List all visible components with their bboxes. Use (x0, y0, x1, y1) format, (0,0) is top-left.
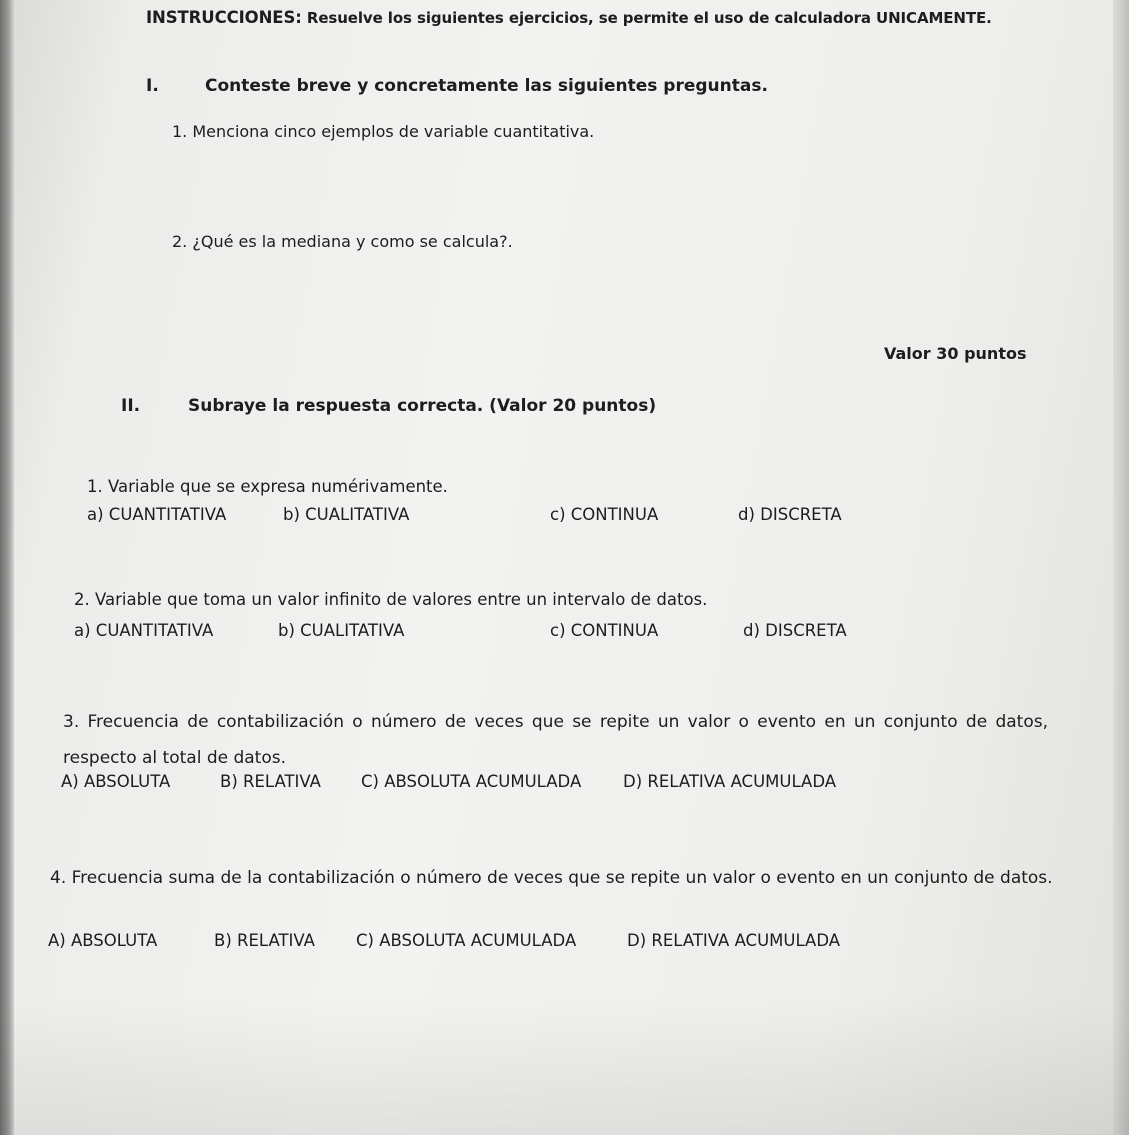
page-left-edge (0, 0, 14, 1135)
mc-question-2: 2. Variable que toma un valor infinito de valores entre un intervalo de datos. (74, 590, 708, 609)
section-1-title: Conteste breve y concretamente las siguientes preguntas. (205, 76, 768, 96)
mc-3-option-a[interactable]: A) ABSOLUTA (61, 772, 171, 791)
instructions-lead: INSTRUCCIONES: (146, 8, 302, 27)
mc-4-option-a[interactable]: A) ABSOLUTA (48, 931, 158, 950)
mc-4-option-c[interactable]: C) ABSOLUTA ACUMULADA (356, 931, 577, 950)
mc-1-option-d[interactable]: d) DISCRETA (738, 505, 842, 524)
mc-1-option-b[interactable]: b) CUALITATIVA (283, 505, 410, 524)
mc-3-option-d[interactable]: D) RELATIVA ACUMULADA (623, 772, 837, 791)
section-2-title: Subraye la respuesta correcta. (Valor 20 puntos) (188, 396, 657, 416)
instructions-text: Resuelve los siguientes ejercicios, se permite el uso de calculadora UNICAMENTE. (306, 9, 992, 27)
mc-1-option-a[interactable]: a) CUANTITATIVA (87, 505, 227, 524)
mc-2-option-a[interactable]: a) CUANTITATIVA (74, 621, 214, 640)
section-1-value: Valor 30 puntos (884, 344, 1027, 363)
mc-2-option-c[interactable]: c) CONTINUA (550, 621, 659, 640)
mc-4-option-d[interactable]: D) RELATIVA ACUMULADA (627, 931, 841, 950)
page-right-edge (1113, 0, 1129, 1135)
page-shadow (0, 995, 1129, 1135)
section-2-numeral: II. (121, 396, 141, 416)
open-question-2: 2. ¿Qué es la mediana y como se calcula?. (172, 232, 513, 251)
open-question-1: 1. Menciona cinco ejemplos de variable cuantitativa. (172, 122, 595, 141)
mc-4-option-b[interactable]: B) RELATIVA (214, 931, 315, 950)
mc-question-1: 1. Variable que se expresa numérivamente. (87, 477, 448, 496)
mc-3-option-c[interactable]: C) ABSOLUTA ACUMULADA (361, 772, 582, 791)
mc-3-option-b[interactable]: B) RELATIVA (220, 772, 321, 791)
mc-2-option-b[interactable]: b) CUALITATIVA (278, 621, 405, 640)
mc-1-option-c[interactable]: c) CONTINUA (550, 505, 659, 524)
mc-2-option-d[interactable]: d) DISCRETA (743, 621, 847, 640)
section-1-numeral: I. (146, 76, 159, 96)
mc-question-3: 3. Frecuencia de contabilización o número de veces que se repite un valor o evento en un conjunto de datos, respecto al total de datos. (63, 712, 1048, 768)
instructions (146, 8, 992, 27)
mc-question-4: 4. Frecuencia suma de la contabilización o número de veces que se repite un valor o evento en un conjunto de datos. (50, 868, 1053, 888)
